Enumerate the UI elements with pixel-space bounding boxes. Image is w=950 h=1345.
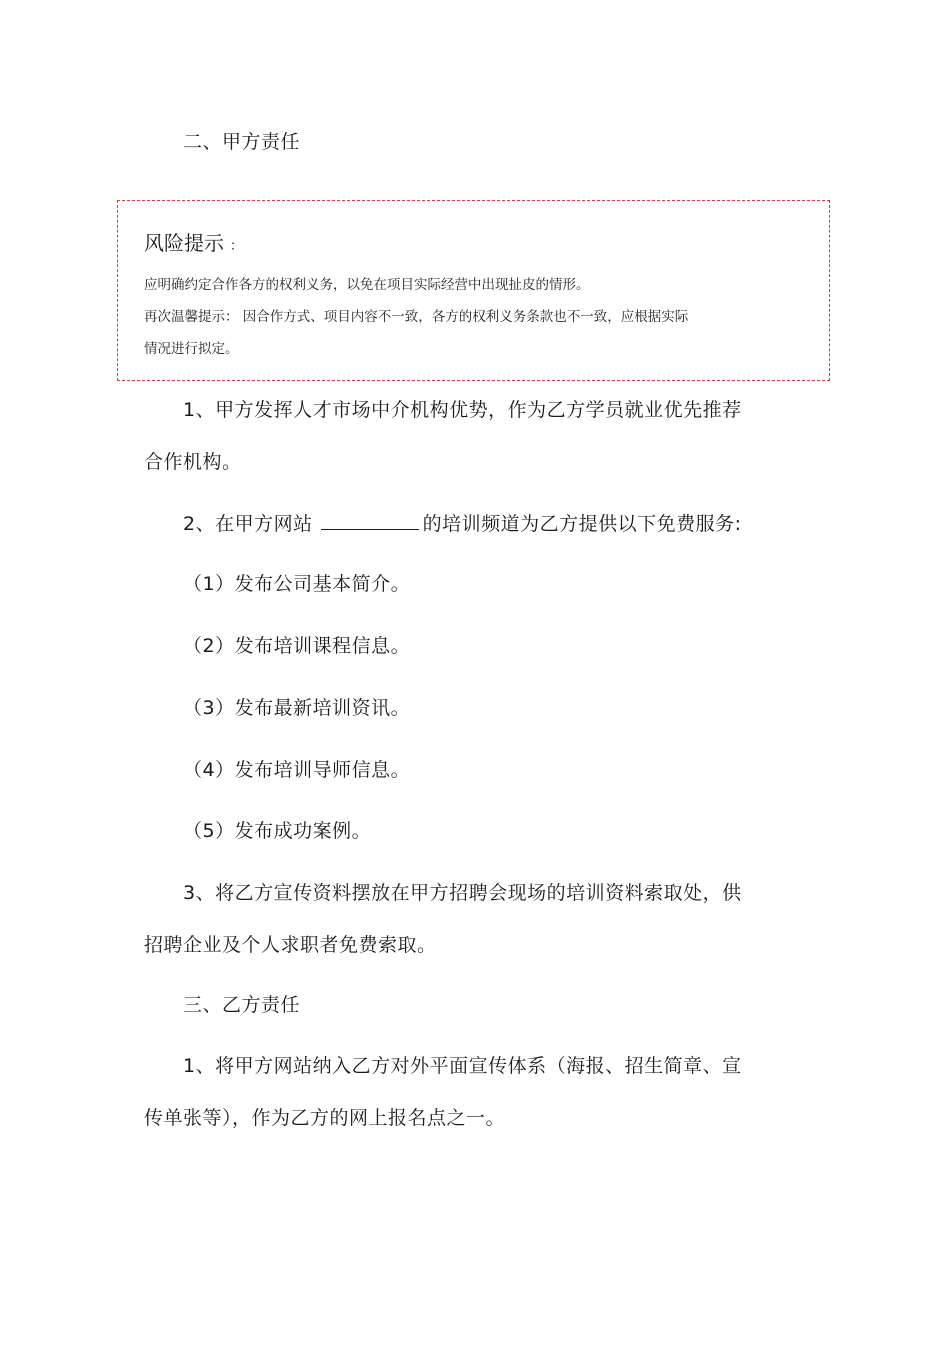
party-b-item-1-line-1: 1、将甲方网站纳入乙方对外平面宣传体系（海报、招生简章、宣 bbox=[183, 1055, 742, 1077]
party-b-item-1-line-2: 传单张等），作为乙方的网上报名点之一。 bbox=[144, 1107, 506, 1129]
party-a-item-2 bbox=[183, 511, 742, 536]
service-item-2: （2）发布培训课程信息。 bbox=[183, 635, 411, 657]
section-heading-party-a: 二、甲方责任 bbox=[183, 131, 301, 153]
service-item-4: （4）发布培训导师信息。 bbox=[183, 759, 411, 781]
service-item-1: （1）发布公司基本简介。 bbox=[183, 573, 411, 595]
risk-notice-box bbox=[117, 200, 830, 381]
party-a-item-3-line-2: 招聘企业及个人求职者免费索取。 bbox=[144, 934, 437, 956]
party-a-item-1-line-1: 1、甲方发挥人才市场中介机构优势，作为乙方学员就业优先推荐 bbox=[183, 399, 742, 421]
risk-notice-line-1: 应明确约定合作各方的权利义务，以免在项目实际经营中出现扯皮的情形。 bbox=[144, 277, 590, 293]
party-a-item-3-line-1: 3、将乙方宣传资料摆放在甲方招聘会现场的培训资料索取处，供 bbox=[183, 882, 742, 904]
party-a-item-2-suffix: 的培训频道为乙方提供以下免费服务: bbox=[422, 513, 742, 535]
section-heading-party-b: 三、乙方责任 bbox=[183, 994, 301, 1016]
party-a-item-2-prefix: 2、在甲方网站 bbox=[183, 513, 313, 535]
website-blank-field bbox=[321, 511, 419, 530]
service-item-3: （3）发布最新培训资讯。 bbox=[183, 697, 411, 719]
risk-notice-line-2: 再次温馨提示： 因合作方式、项目内容不一致，各方的权利义务条款也不一致，应根据实际 bbox=[144, 309, 689, 325]
risk-notice-title-text: 风险提示 bbox=[144, 231, 224, 255]
service-item-5: （5）发布成功案例。 bbox=[183, 820, 372, 842]
party-a-item-1-line-2: 合作机构。 bbox=[144, 451, 242, 473]
risk-notice-colon: ： bbox=[230, 239, 244, 254]
risk-notice-line-3: 情况进行拟定。 bbox=[144, 341, 239, 357]
risk-notice-title bbox=[144, 231, 243, 259]
